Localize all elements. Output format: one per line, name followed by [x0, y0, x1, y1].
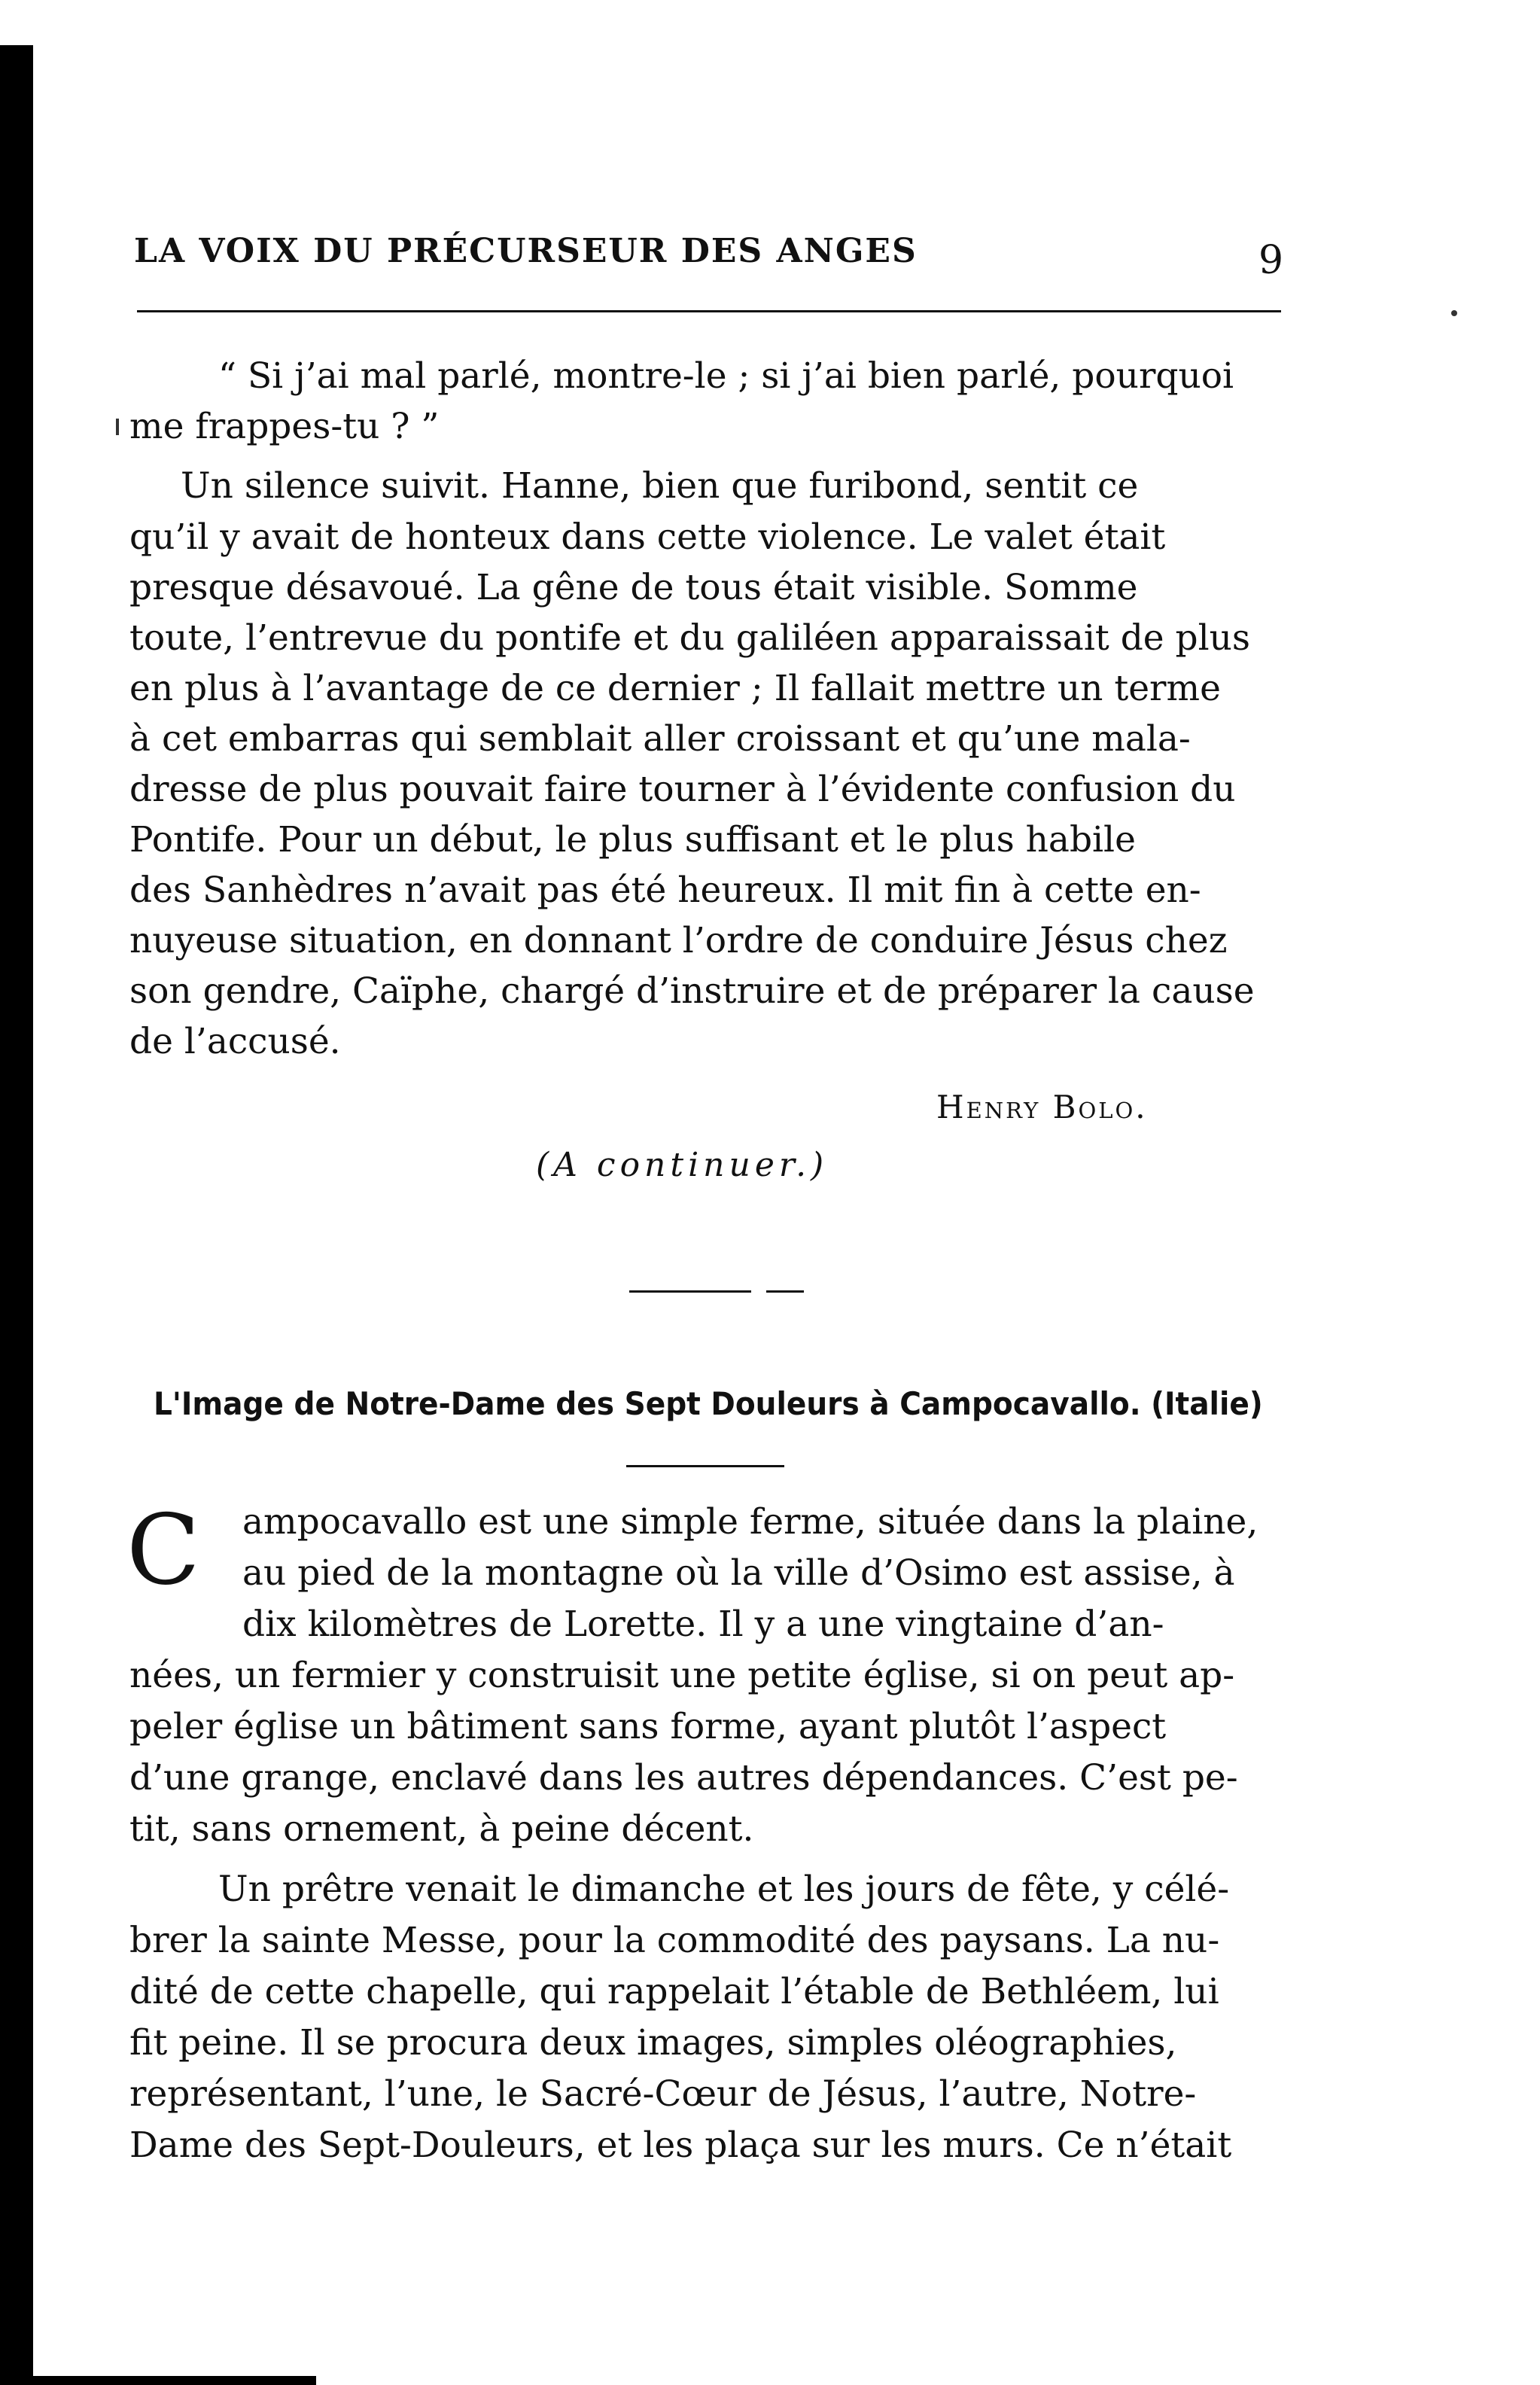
drop-cap-letter: C [126, 1494, 200, 1607]
text-line: peler église un bâtiment sans forme, ayant plutôt l’aspect [129, 1706, 1167, 1747]
title-underline [626, 1465, 784, 1467]
book-spine-shadow [0, 45, 33, 2385]
text-line: me frappes-tu ? ” [129, 406, 440, 447]
author-signature: Henry Bolo. [936, 1089, 1148, 1125]
text-line: à cet embarras qui semblait aller croissant et qu’une mala- [129, 718, 1191, 760]
text-line: dix kilomètres de Lorette. Il y a une vingtaine d’an- [242, 1604, 1164, 1645]
text-line: nées, un fermier y construisit une petite église, si on peut ap- [129, 1655, 1235, 1696]
text-line: dresse de plus pouvait faire tourner à l’évidente confusion du [129, 769, 1236, 810]
page-bottom-edge [0, 2376, 316, 2385]
text-line: tit, sans ornement, à peine décent. [129, 1808, 754, 1850]
header-rule [137, 310, 1281, 312]
text-line: nuyeuse situation, en donnant l’ordre de conduire Jésus chez [129, 920, 1228, 961]
section-divider [766, 1290, 804, 1293]
text-line: Un prêtre venait le dimanche et les jours de fête, y célé- [218, 1869, 1230, 1910]
text-line: son gendre, Caïphe, chargé d’instruire et de préparer la cause [129, 970, 1255, 1012]
text-line: Un silence suivit. Hanne, bien que furibond, sentit ce [181, 465, 1139, 507]
article-title: L'Image de Notre-Dame des Sept Douleurs à Campocavallo. (Italie) [154, 1385, 1263, 1422]
text-line: Dame des Sept-Douleurs, et les plaça sur les murs. Ce n’était [129, 2125, 1232, 2166]
stray-ink-dot [1451, 310, 1457, 316]
continuation-note: (A continuer.) [536, 1146, 829, 1184]
text-line: presque désavoué. La gêne de tous était visible. Somme [129, 567, 1138, 608]
text-line: en plus à l’avantage de ce dernier ; Il fallait mettre un terme [129, 668, 1221, 709]
section-divider [629, 1290, 751, 1293]
text-line: de l’accusé. [129, 1021, 341, 1062]
text-line: toute, l’entrevue du pontife et du galiléen apparaissait de plus [129, 617, 1251, 659]
text-line: des Sanhèdres n’avait pas été heureux. Il mit fin à cette en- [129, 870, 1201, 911]
text-line: d’une grange, enclavé dans les autres dépendances. C’est pe- [129, 1757, 1238, 1799]
text-line: dité de cette chapelle, qui rappelait l’étable de Bethléem, lui [129, 1971, 1219, 2012]
text-line: au pied de la montagne où la ville d’Osimo est assise, à [242, 1552, 1235, 1594]
text-line: Pontife. Pour un début, le plus suffisant et le plus habile [129, 819, 1136, 860]
text-line: représentant, l’une, le Sacré-Cœur de Jésus, l’autre, Notre- [129, 2073, 1197, 2115]
text-line: fit peine. Il se procura deux images, simples oléographies, [129, 2022, 1177, 2064]
margin-mark [116, 419, 119, 435]
running-header-ornamental: LA VOIX DU PRÉCURSEUR DES ANGES [134, 232, 918, 270]
drop-cap [125, 1494, 200, 1607]
text-line: qu’il y avait de honteux dans cette violence. Le valet était [129, 516, 1166, 558]
text-line: “ Si j’ai mal parlé, montre-le ; si j’ai bien parlé, pourquoi [218, 355, 1234, 397]
text-line: brer la sainte Messe, pour la commodité des paysans. La nu- [129, 1920, 1220, 1961]
page-number: 9 [1258, 238, 1284, 283]
text-line: ampocavallo est une simple ferme, située dans la plaine, [242, 1501, 1258, 1543]
